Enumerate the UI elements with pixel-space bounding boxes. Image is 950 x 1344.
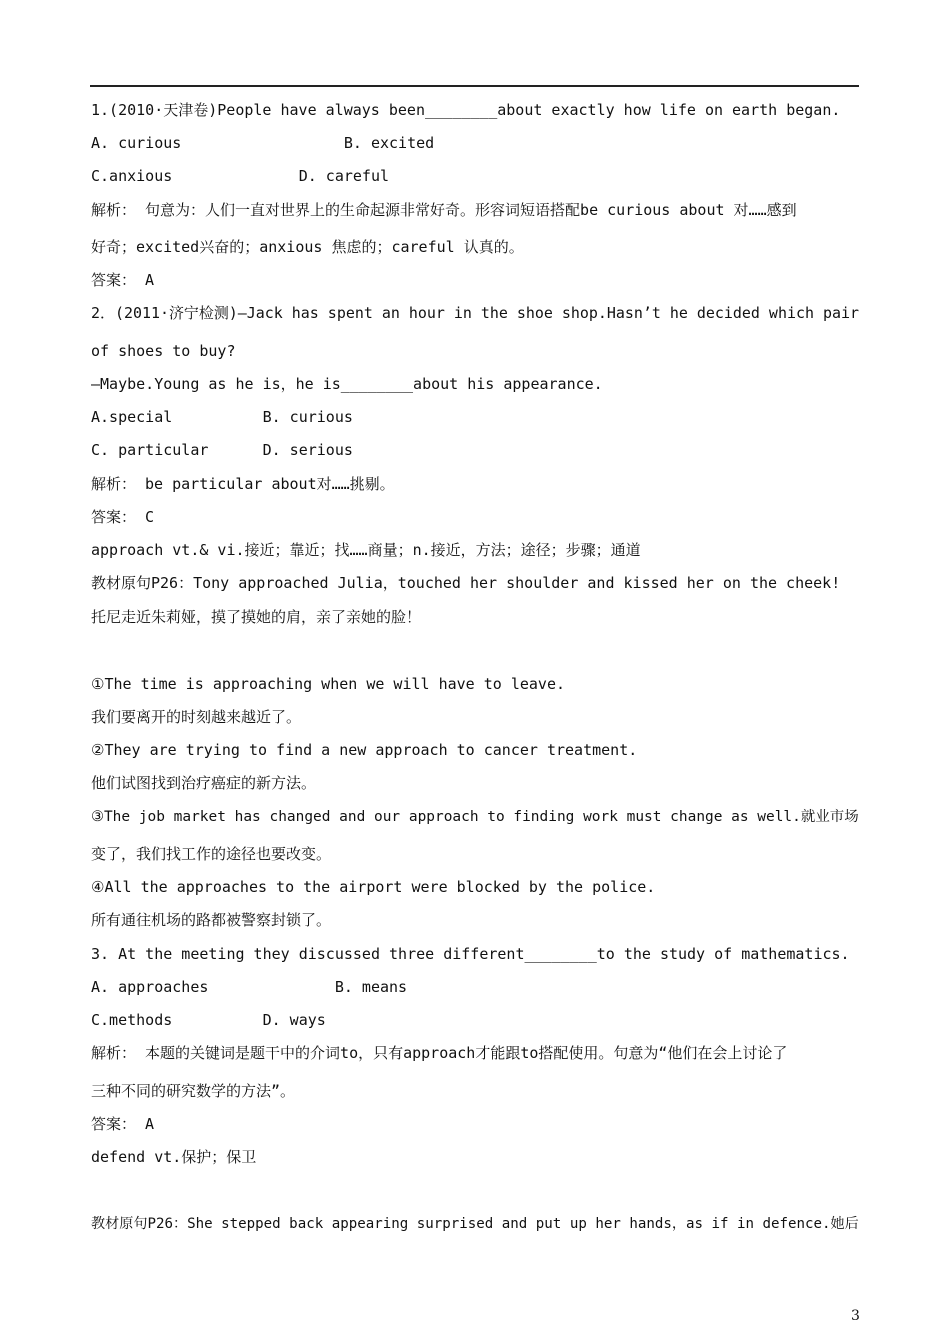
text-line-q3-explanation-1: 解析： 本题的关键词是题干中的介词to，只有approach才能跟to搭配使用。句意为“他们在会上讨论了	[91, 1044, 788, 1062]
text-line-defend-def: defend vt.保护；保卫	[91, 1148, 257, 1166]
text-line-q3-stem: 3. At the meeting they discussed three different________to the study of mathematics.	[91, 945, 850, 963]
text-line-q2-explanation: 解析： be particular about对……挑剔。	[91, 475, 395, 493]
text-line-q2-answer: 答案： C	[91, 508, 155, 526]
text-line-ex1-cn: 我们要离开的时刻越来越近了。	[91, 708, 302, 726]
text-line-q3-explanation-2: 三种不同的研究数学的方法”。	[91, 1082, 296, 1100]
text-line-q1-answer: 答案： A	[91, 271, 155, 289]
header-rule	[90, 85, 859, 87]
text-line-q2-stem-2: of shoes to buy?	[91, 342, 236, 360]
text-line-ex4-cn: 所有通往机场的路都被警察封锁了。	[91, 911, 332, 929]
text-line-q2-options-ab: A.special B. curious	[91, 408, 353, 426]
text-line-ex3-1: ③The job market has changed and our approach to finding work must change as well.就业市场	[91, 809, 859, 825]
text-line-q3-options-ab: A. approaches B. means	[91, 978, 408, 996]
text-line-ex3-2: 变了，我们找工作的途径也要改变。	[91, 845, 332, 863]
text-line-q1-stem: 1.(2010·天津卷)People have always been________about exactly how life on earth began.	[91, 101, 841, 119]
text-line-ex2-en: ②They are trying to find a new approach to cancer treatment.	[91, 741, 638, 759]
text-line-q1-explanation-2: 好奇；excited兴奋的；anxious 焦虑的；careful 认真的。	[91, 238, 524, 256]
page-number: 3	[851, 1308, 860, 1324]
text-line-q1-options-ab: A. curious B. excited	[91, 134, 435, 152]
text-line-defend-source: 教材原句P26：She stepped back appearing surprised and put up her hands，as if in defence.她后	[91, 1216, 859, 1232]
text-line-q2-options-cd: C. particular D. serious	[91, 441, 353, 459]
text-line-q2-stem-1: 2．(2011·济宁检测)—Jack has spent an hour in the shoe shop.Hasn’t he decided which pair	[91, 304, 859, 322]
text-line-q3-answer: 答案： A	[91, 1115, 155, 1133]
text-line-approach-source-en: 教材原句P26：Tony approached Julia，touched her shoulder and kissed her on the cheek!	[91, 574, 841, 592]
text-line-ex2-cn: 他们试图找到治疗癌症的新方法。	[91, 774, 317, 792]
text-line-q1-options-cd: C.anxious D. careful	[91, 167, 390, 185]
text-line-approach-def: approach vt.& vi.接近；靠近；找……商量；n.接近，方法；途径；步骤；通道	[91, 541, 641, 559]
text-line-approach-source-cn: 托尼走近朱莉娅，摸了摸她的肩，亲了亲她的脸！	[91, 608, 422, 626]
text-line-ex4-en: ④All the approaches to the airport were blocked by the police.	[91, 878, 656, 896]
text-line-q2-stem-3: —Maybe.Young as he is，he is________about his appearance.	[91, 375, 603, 393]
text-line-q1-explanation-1: 解析： 句意为：人们一直对世界上的生命起源非常好奇。形容词短语搭配be curious about 对……感到	[91, 201, 797, 219]
text-line-ex1-en: ①The time is approaching when we will have to leave.	[91, 675, 566, 693]
text-line-q3-options-cd: C.methods D. ways	[91, 1011, 326, 1029]
